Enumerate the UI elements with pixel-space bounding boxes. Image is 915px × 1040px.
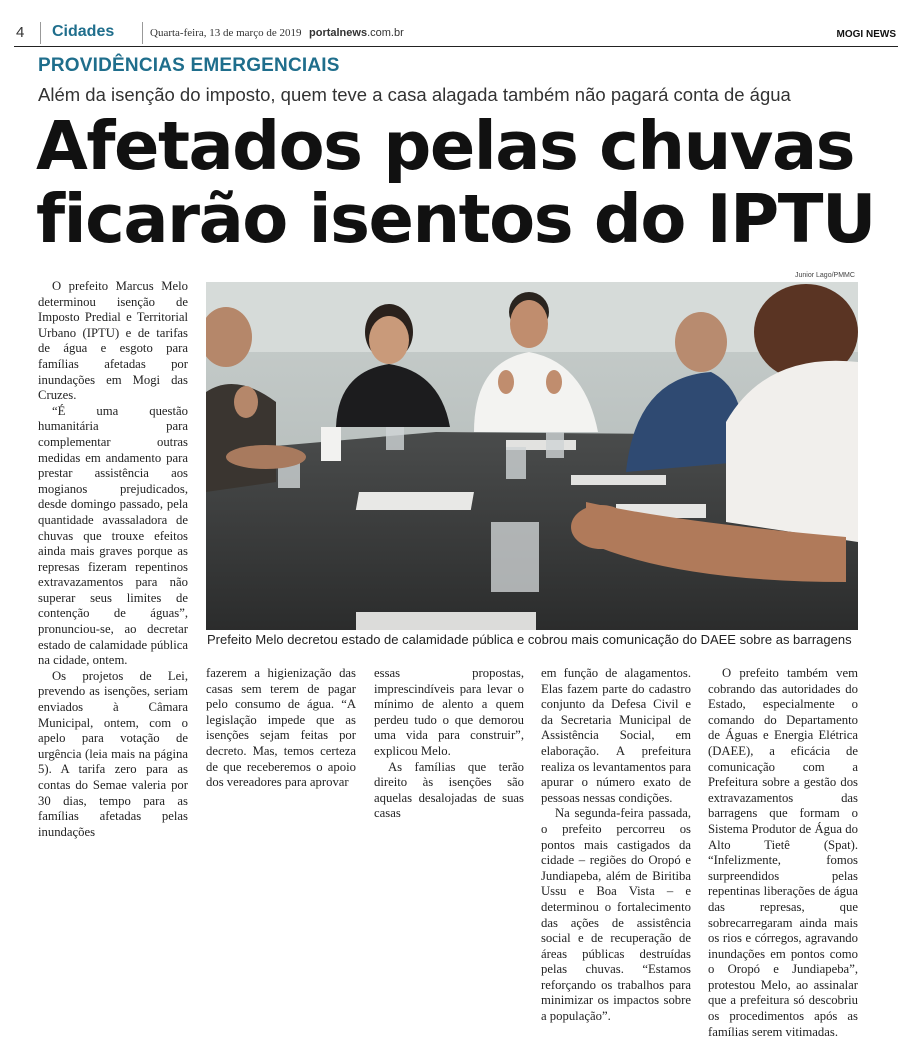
header-divider <box>40 22 41 44</box>
body-paragraph: em função de alagamentos. Elas fazem parte do cadastro conjunto da Defesa Civil e da Secretaria Municipal de Assistência Social, em elaboração. A prefeitura realiza os levantamentos para apurar o número exato de pessoas nessas condições. <box>541 666 691 805</box>
photo-caption: Prefeito Melo decretou estado de calamidade pública e cobrou mais comunicação do DAEE sobre as barragens <box>207 632 852 647</box>
body-paragraph: “É uma questão humanitária para complementar outras medidas em andamento para prestar assistência aos mogianos prejudicados, desde domingo passado, pela quantidade avassaladora de chuvas que trouxe efeitos ainda mais graves porque as represas fizeram repentinos extravazamentos para não superar seus limites de contenção de águas”, pronunciou-se, ao decretar estado de calamidade pública na cidade, ontem. <box>38 403 188 668</box>
site-url: portalnews.com.br <box>309 27 404 39</box>
meeting-photo-illustration <box>206 282 858 630</box>
article-kicker: PROVIDÊNCIAS EMERGENCIAIS <box>38 55 340 76</box>
body-paragraph: O prefeito Marcus Melo determinou isenção de Imposto Predial e Territorial Urbano (IPTU) e de tarifas de água e esgoto para famílias afetadas por inundações em Mogi das Cruzes. <box>38 279 188 403</box>
article-column-5 <box>708 666 858 1040</box>
edition-date: Quarta-feira, 13 de março de 2019 <box>150 27 302 39</box>
body-paragraph: As famílias que terão direito às isenções são aquelas desalojadas de suas casas <box>374 759 524 821</box>
headline-line-2: ficarão isentos do IPTU <box>36 180 875 258</box>
article-column-3 <box>374 666 524 822</box>
page-header <box>14 22 898 47</box>
headline-line-1: Afetados pelas chuvas <box>36 107 855 185</box>
article-column-2 <box>206 666 356 791</box>
body-paragraph: fazerem a higienização das casas sem terem de pagar pelo consumo de água. “A legislação impede que as isenções sejam feitas por decreto. Mas, temos certeza de que receberemos o apoio dos vereadores para aprovar <box>206 666 356 790</box>
header-divider <box>142 22 143 44</box>
body-paragraph: Os projetos de Lei, prevendo as isenções, seriam enviados à Câmara Municipal, ontem, com o apelo para votação de urgência (leia mais na página 5). A tarifa zero para as contas do Semae valeria por 30 dias, tempo para as famílias afetadas pelas inundações <box>38 668 188 839</box>
section-name: Cidades <box>52 23 115 40</box>
body-paragraph: O prefeito também vem cobrando das autoridades do Estado, especialmente o comando do Departamento de Águas e Energia Elétrica (DAEE), a eficácia de comunicação com a Prefeitura sobre a gestão dos extravazamentos das barragens que formam o Sistema Produtor de Água do Alto Tietê (Spat). “Infelizmente, fomos surpreendidos pelas repentinas liberações de água das represas, que sobrecarregaram ainda mais os rios e córregos, agravando inundações em pontos como o Oropó e Jundiapeba”, protestou Melo, ao assinalar que a prefeitura só descobriu os procedimentos após as famílias serem vitimadas. <box>708 666 858 1039</box>
article-photo <box>206 282 858 630</box>
body-paragraph: Na segunda-feira passada, o prefeito percorreu os pontos mais castigados da cidade – regiões do Oropó e Jundiapeba, além de Biritiba Ussu e Boa Vista – e determinou o fortalecimento das ações de assistência social e de recuperação de áreas públicas destruídas pelas chuvas. “Estamos reforçando os trabalhos para minimizar os impactos sobre a população”. <box>541 806 691 1024</box>
page-number: 4 <box>16 24 25 41</box>
article-column-1 <box>38 279 188 840</box>
photo-credit: Junior Lago/PMMC <box>795 272 855 279</box>
article-column-4 <box>541 666 691 1025</box>
body-paragraph: essas propostas, imprescindíveis para levar o mínimo de alento a quem perdeu tudo o que demorou uma vida para construir”, explicou Melo. <box>374 666 524 758</box>
article-headline <box>36 107 875 258</box>
article-subtitle: Além da isenção do imposto, quem teve a casa alagada também não pagará conta de água <box>38 84 791 105</box>
newspaper-brand: MOGI NEWS <box>836 29 896 40</box>
